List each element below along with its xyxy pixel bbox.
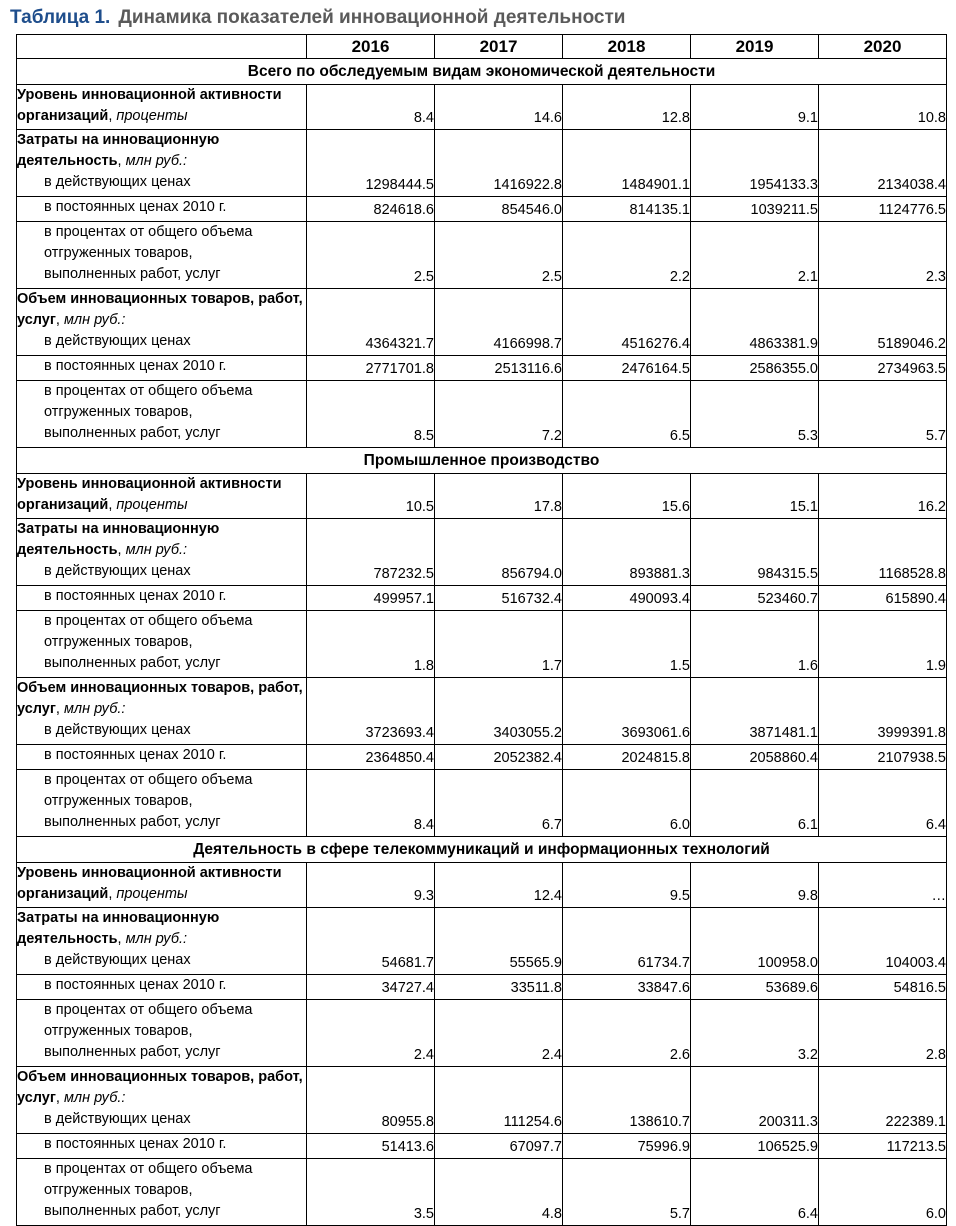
value-cell: 12.8 [563,85,691,130]
row-label-unit: млн руб.: [63,312,126,328]
subrow-label: выполненных работ, услуг [44,266,221,282]
row-label [17,908,307,975]
subrow-label: выполненных работ, услуг [44,814,221,830]
value-cell: 615890.4 [819,586,947,611]
value-cell: 55565.9 [435,908,563,975]
subrow-label: в действующих ценах [44,563,191,579]
row-label-bold: Затраты на инновационную деятельность [17,132,220,169]
value-cell: 1124776.5 [819,197,947,222]
value-cell: 6.0 [563,770,691,837]
value-cell: 9.1 [691,85,819,130]
value-cell: 9.5 [563,863,691,908]
row-label-unit: проценты [116,886,188,902]
row-label: Уровень инновационной активности организаций, проценты [17,85,307,130]
value-cell: 2.6 [563,1000,691,1067]
value-cell: 6.0 [819,1159,947,1226]
value-cell: 3723693.4 [307,678,435,745]
subrow-label: выполненных работ, услуг [44,425,221,441]
value-cell: 2364850.4 [307,745,435,770]
value-cell: 5.7 [819,381,947,448]
row-label-bold: Затраты на инновационную деятельность [17,521,220,558]
header-row [17,35,947,59]
subrow-label: отгруженных товаров, [44,634,193,650]
row-label [17,611,307,678]
subrow-label: выполненных работ, услуг [44,1203,221,1219]
row-label [17,381,307,448]
value-cell: 1.5 [563,611,691,678]
value-cell: 523460.7 [691,586,819,611]
table-row [17,474,947,519]
row-label-unit: млн руб.: [125,542,188,558]
value-cell: 6.4 [819,770,947,837]
table-row [17,1000,947,1067]
value-cell: 5189046.2 [819,289,947,356]
year-header: 2017 [435,35,563,59]
value-cell: 2052382.4 [435,745,563,770]
value-cell: 200311.3 [691,1067,819,1134]
row-label [17,975,307,1000]
row-label-unit: млн руб.: [63,1090,126,1106]
value-cell: 3403055.2 [435,678,563,745]
table-row [17,519,947,586]
value-cell: 3871481.1 [691,678,819,745]
value-cell: 4.8 [435,1159,563,1226]
value-cell: 1.7 [435,611,563,678]
row-label-unit: млн руб.: [63,701,126,717]
value-cell: 516732.4 [435,586,563,611]
subrow-label: в процентах от общего объема [44,772,253,788]
row-label-bold: Уровень инновационной активности организаций [17,476,282,513]
table-row [17,908,947,975]
row-label [17,130,307,197]
value-cell: 106525.9 [691,1134,819,1159]
value-cell: 6.7 [435,770,563,837]
value-cell: 1.8 [307,611,435,678]
value-cell: 814135.1 [563,197,691,222]
value-cell: 53689.6 [691,975,819,1000]
value-cell: 2771701.8 [307,356,435,381]
row-label [17,289,307,356]
value-cell: 117213.5 [819,1134,947,1159]
row-label: Уровень инновационной активности организаций, проценты [17,863,307,908]
row-label [17,356,307,381]
table-row [17,678,947,745]
subrow-label: в процентах от общего объема [44,613,253,629]
value-cell: 9.8 [691,863,819,908]
subrow-label: в процентах от общего объема [44,383,253,399]
value-cell: 33511.8 [435,975,563,1000]
subrow-label: в действующих ценах [44,722,191,738]
group-heading: Затраты на инновационную деятельность, млн руб.: [17,132,220,169]
table-row [17,289,947,356]
subrow-label: выполненных работ, услуг [44,655,221,671]
row-label-unit: млн руб.: [125,153,188,169]
subrow-label: в процентах от общего объема [44,1161,253,1177]
value-cell: 1039211.5 [691,197,819,222]
year-header: 2019 [691,35,819,59]
row-label-bold: Объем инновационных товаров, работ, услуг [17,680,303,717]
row-label [17,197,307,222]
year-header: 2020 [819,35,947,59]
row-label [17,1000,307,1067]
group-heading: Затраты на инновационную деятельность, млн руб.: [17,521,220,558]
table-caption [10,4,625,32]
value-cell: 2.5 [435,222,563,289]
table-row [17,85,947,130]
value-cell: 10.5 [307,474,435,519]
group-heading: Объем инновационных товаров, работ, услуг, млн руб.: [17,291,303,328]
value-cell: 2.8 [819,1000,947,1067]
year-header: 2018 [563,35,691,59]
value-cell: 4863381.9 [691,289,819,356]
subrow-label: выполненных работ, услуг [44,1044,221,1060]
table-row [17,975,947,1000]
value-cell: 1168528.8 [819,519,947,586]
subrow-label: отгруженных товаров, [44,1182,193,1198]
section-title: Всего по обследуемым видам экономической деятельности [17,59,947,85]
subrow-label: в действующих ценах [44,174,191,190]
value-cell: 54681.7 [307,908,435,975]
subrow-label: в постоянных ценах 2010 г. [44,199,227,215]
subrow-label: в постоянных ценах 2010 г. [44,977,227,993]
value-cell: 2.5 [307,222,435,289]
value-cell: 854546.0 [435,197,563,222]
table-row [17,197,947,222]
table-number: Таблица 1. [10,7,111,28]
subrow-label: в процентах от общего объема [44,224,253,240]
subrow-label: в действующих ценах [44,333,191,349]
group-heading: Объем инновационных товаров, работ, услуг, млн руб.: [17,680,303,717]
row-label-unit: проценты [116,108,188,124]
value-cell: 6.4 [691,1159,819,1226]
subrow-label: в действующих ценах [44,952,191,968]
value-cell: 3693061.6 [563,678,691,745]
row-label [17,586,307,611]
value-cell: 3.5 [307,1159,435,1226]
value-cell: 3.2 [691,1000,819,1067]
row-label [17,745,307,770]
value-cell: 490093.4 [563,586,691,611]
section-title: Промышленное производство [17,448,947,474]
value-cell: 15.6 [563,474,691,519]
value-cell: 2.4 [307,1000,435,1067]
year-header: 2016 [307,35,435,59]
table-row [17,770,947,837]
row-label [17,222,307,289]
value-cell: 2513116.6 [435,356,563,381]
value-cell: 2.4 [435,1000,563,1067]
row-label-bold: Уровень инновационной активности организаций [17,87,282,124]
table-row [17,863,947,908]
value-cell: 5.3 [691,381,819,448]
value-cell: 10.8 [819,85,947,130]
value-cell: 1298444.5 [307,130,435,197]
value-cell: 2586355.0 [691,356,819,381]
value-cell: 2134038.4 [819,130,947,197]
section-title: Деятельность в сфере телекоммуникаций и информационных технологий [17,837,947,863]
row-label [17,1159,307,1226]
value-cell: 499957.1 [307,586,435,611]
row-label [17,770,307,837]
value-cell: 984315.5 [691,519,819,586]
value-cell: 2734963.5 [819,356,947,381]
subrow-label: в постоянных ценах 2010 г. [44,747,227,763]
value-cell: 2.1 [691,222,819,289]
value-cell: 1484901.1 [563,130,691,197]
subrow-label: отгруженных товаров, [44,404,193,420]
innovation-table [16,34,947,1226]
table-row [17,381,947,448]
value-cell: 51413.6 [307,1134,435,1159]
row-label [17,519,307,586]
table-row [17,1067,947,1134]
section-row [17,448,947,474]
value-cell: 104003.4 [819,908,947,975]
row-label-bold: Затраты на инновационную деятельность [17,910,220,947]
value-cell: 9.3 [307,863,435,908]
value-cell: 4166998.7 [435,289,563,356]
table-row [17,130,947,197]
value-cell: 8.4 [307,85,435,130]
value-cell: 5.7 [563,1159,691,1226]
value-cell: 2.2 [563,222,691,289]
value-cell: 1.9 [819,611,947,678]
value-cell: 7.2 [435,381,563,448]
table-row [17,356,947,381]
subrow-label: в постоянных ценах 2010 г. [44,588,227,604]
header-label-cell [17,35,307,59]
row-label [17,1067,307,1134]
value-cell: 893881.3 [563,519,691,586]
subrow-label: в процентах от общего объема [44,1002,253,1018]
table-title: Динамика показателей инновационной деятельности [118,7,626,28]
table-row [17,1134,947,1159]
value-cell: 138610.7 [563,1067,691,1134]
row-label [17,1134,307,1159]
value-cell: 75996.9 [563,1134,691,1159]
value-cell: 34727.4 [307,975,435,1000]
subrow-label: отгруженных товаров, [44,1023,193,1039]
value-cell: 787232.5 [307,519,435,586]
table-row [17,222,947,289]
subrow-label: отгруженных товаров, [44,793,193,809]
value-cell: 16.2 [819,474,947,519]
value-cell: 2024815.8 [563,745,691,770]
value-cell: 2476164.5 [563,356,691,381]
value-cell: … [819,863,947,908]
section-row [17,837,947,863]
value-cell: 2058860.4 [691,745,819,770]
value-cell: 111254.6 [435,1067,563,1134]
value-cell: 3999391.8 [819,678,947,745]
table-row [17,611,947,678]
value-cell: 80955.8 [307,1067,435,1134]
table-row [17,586,947,611]
row-label-bold: Объем инновационных товаров, работ, услуг [17,1069,303,1106]
value-cell: 2.3 [819,222,947,289]
value-cell: 61734.7 [563,908,691,975]
value-cell: 1954133.3 [691,130,819,197]
subrow-label: в постоянных ценах 2010 г. [44,358,227,374]
value-cell: 856794.0 [435,519,563,586]
value-cell: 54816.5 [819,975,947,1000]
value-cell: 17.8 [435,474,563,519]
group-heading: Затраты на инновационную деятельность, млн руб.: [17,910,220,947]
value-cell: 4516276.4 [563,289,691,356]
value-cell: 33847.6 [563,975,691,1000]
section-row [17,59,947,85]
row-label-bold: Объем инновационных товаров, работ, услуг [17,291,303,328]
row-label-unit: проценты [116,497,188,513]
value-cell: 4364321.7 [307,289,435,356]
value-cell: 15.1 [691,474,819,519]
value-cell: 1.6 [691,611,819,678]
value-cell: 67097.7 [435,1134,563,1159]
value-cell: 8.5 [307,381,435,448]
row-label-unit: млн руб.: [125,931,188,947]
value-cell: 1416922.8 [435,130,563,197]
value-cell: 14.6 [435,85,563,130]
table-row [17,745,947,770]
subrow-label: отгруженных товаров, [44,245,193,261]
subrow-label: в действующих ценах [44,1111,191,1127]
value-cell: 12.4 [435,863,563,908]
row-label: Уровень инновационной активности организаций, проценты [17,474,307,519]
value-cell: 100958.0 [691,908,819,975]
subrow-label: в постоянных ценах 2010 г. [44,1136,227,1152]
value-cell: 8.4 [307,770,435,837]
value-cell: 6.5 [563,381,691,448]
value-cell: 824618.6 [307,197,435,222]
row-label [17,678,307,745]
group-heading: Объем инновационных товаров, работ, услуг, млн руб.: [17,1069,303,1106]
table-row [17,1159,947,1226]
row-label-bold: Уровень инновационной активности организаций [17,865,282,902]
value-cell: 2107938.5 [819,745,947,770]
value-cell: 222389.1 [819,1067,947,1134]
value-cell: 6.1 [691,770,819,837]
